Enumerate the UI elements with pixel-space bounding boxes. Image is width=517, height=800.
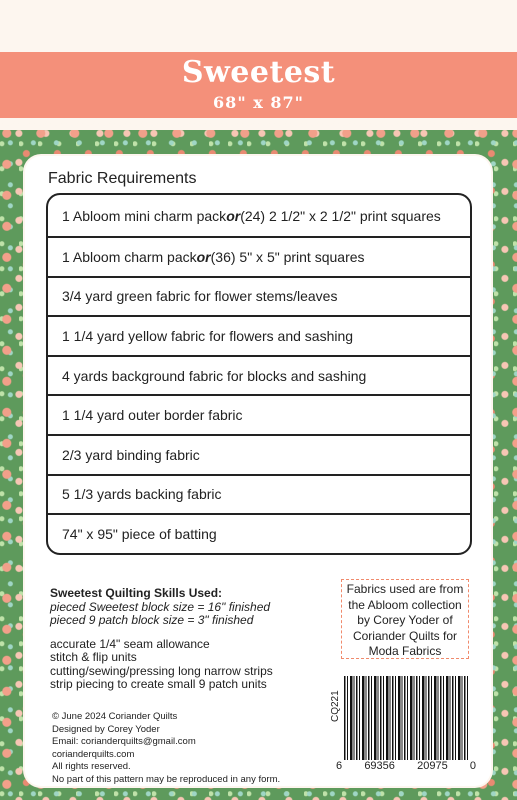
requirement-row: 74" x 95" piece of batting — [48, 513, 470, 553]
requirement-row: 1 1/4 yard yellow fabric for flowers and sashing — [48, 315, 470, 355]
skill-item: cutting/sewing/pressing long narrow strips — [50, 663, 273, 678]
barcode-digits — [336, 760, 476, 772]
skill-item: stitch & flip units — [50, 650, 137, 664]
requirement-row: 1 1/4 yard outer border fabric — [48, 394, 470, 434]
skill-item: accurate 1/4" seam allowance — [50, 636, 210, 651]
requirement-row: 1 Abloom charm pack or (36) 5" x 5" print squares — [48, 236, 470, 276]
rights-line: All rights reserved. — [52, 761, 131, 772]
requirement-row: 1 Abloom mini charm pack or (24) 2 1/2" x 2 1/2" print squares — [62, 207, 441, 224]
title-banner — [0, 52, 517, 118]
notice-line: Fabrics used are from — [346, 582, 464, 596]
notice-line: by Corey Yoder of — [357, 613, 453, 627]
block-size-note: pieced 9 patch block size = 3" finished — [50, 613, 254, 627]
notice-line: Moda Fabrics — [368, 644, 442, 658]
copyright-line: © June 2024 Coriander Quilts — [52, 711, 178, 722]
notice-line: Coriander Quilts for — [352, 628, 458, 643]
quilt-size: 68" x 87" — [213, 93, 304, 112]
requirement-row: 2/3 yard binding fabric — [48, 434, 470, 474]
barcode-digit-group: 69356 — [364, 760, 395, 772]
skill-item: strip piecing to create small 9 patch units — [50, 677, 267, 691]
barcode — [344, 676, 468, 760]
pattern-title: Sweetest — [181, 55, 336, 90]
barcode-digit-group: 0 — [469, 760, 476, 772]
block-size-note: pieced Sweetest block size = 16" finished — [50, 599, 271, 614]
fabric-requirements-heading: Fabric Requirements — [48, 170, 197, 187]
barcode-digit-group: 20975 — [417, 760, 448, 772]
barcode-digit-group: 6 — [336, 760, 343, 772]
requirement-row: 3/4 yard green fabric for flower stems/leaves — [48, 276, 470, 316]
skills-list — [50, 638, 273, 692]
skills-title: Sweetest Quilting Skills Used: — [50, 586, 223, 600]
fabric-collection-notice — [341, 579, 469, 659]
designer-line: Designed by Corey Yoder — [52, 723, 160, 735]
pattern-code: CQ221 — [330, 690, 341, 722]
reproduction-line: No part of this pattern may be reproduced in any form. — [52, 773, 281, 785]
skills-section — [50, 587, 273, 692]
scalloped-edge — [0, 118, 517, 130]
copyright-block — [52, 711, 280, 786]
fabric-requirements-table — [46, 193, 472, 555]
requirement-row: 4 yards background fabric for blocks and sashing — [48, 355, 470, 395]
email-line: Email: corianderquilts@gmail.com — [52, 736, 196, 747]
website-line: corianderquilts.com — [52, 748, 135, 760]
requirement-row: 5 1/3 yards backing fabric — [48, 474, 470, 514]
notice-line: the Abloom collection — [348, 597, 462, 612]
